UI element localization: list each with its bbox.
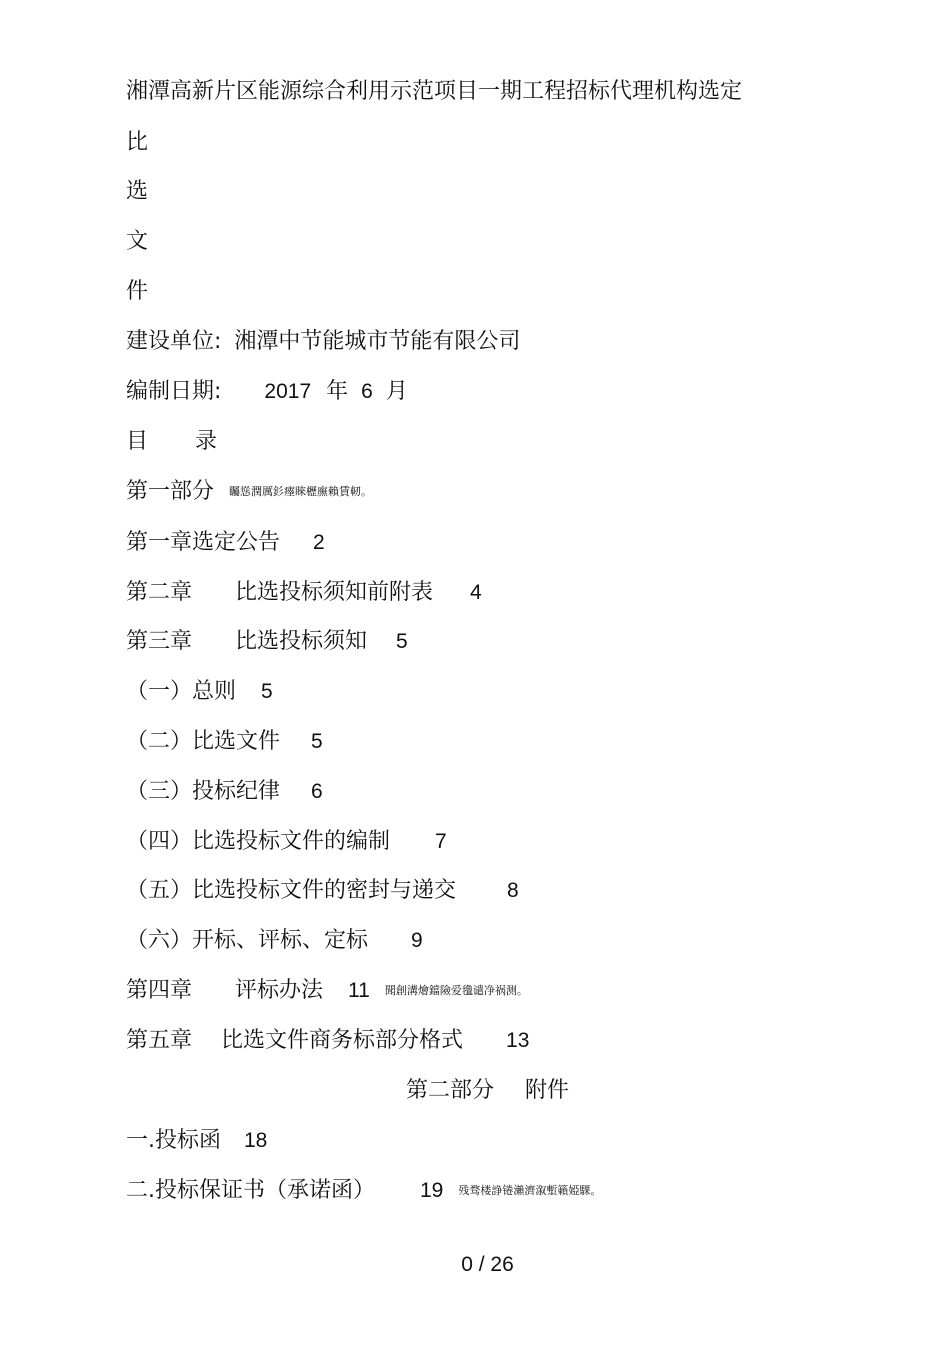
toc-item [126,777,323,807]
builder-line [126,327,520,357]
toc-item-title: 比选文件商务标部分格式 [221,1028,464,1053]
appendix-item-page: 18 [244,1129,268,1152]
part1-heading [126,477,372,507]
toc-item-label: （二）比选文件 [126,729,281,754]
builder-value: 湘潭中节能城市节能有限公司 [234,329,521,354]
toc-item [126,528,325,558]
part1-label: 第一部分 [126,479,215,504]
toc-item [126,578,482,608]
vertical-title-char-1: 比 [126,130,149,155]
toc-item-page: 5 [311,730,323,753]
appendix-item-label: 二.投标保证书（承诺函） [126,1178,375,1203]
vertical-title-char-3: 文 [126,229,149,254]
toc-item-page: 8 [507,879,519,902]
builder-label: 建设单位: [126,329,222,354]
appendix-item-page: 19 [420,1179,444,1202]
toc-item [126,627,408,657]
toc-item-title: 比选投标须知 [235,629,368,654]
toc-item-page: 11 [348,979,370,1002]
toc-item-page: 2 [313,531,325,554]
toc-item-label: （五）比选投标文件的密封与递交 [126,878,457,903]
toc-item-page: 9 [411,929,423,952]
toc-item-label: 第五章 [126,1028,193,1053]
toc-item-label: 第一章选定公告 [126,530,281,555]
toc-item-title: 评标办法 [235,978,324,1003]
toc-item [126,827,447,857]
toc-item-page: 6 [311,780,323,803]
toc-item-title: 比选投标须知前附表 [235,580,434,605]
toc-item-label: 第四章 [126,978,193,1003]
date-label: 编制日期: [126,379,222,404]
part2-label: 第二部分 [405,1078,494,1103]
appendix-item [126,1176,601,1206]
date-month-unit: 月 [385,379,408,404]
toc-item [126,727,323,757]
vertical-title-char-2: 选 [126,179,149,204]
document-title: 湘潭高新片区能源综合利用示范项目一期工程招标代理机构选定 [126,79,743,104]
date-year: 2017 [264,380,312,403]
toc-item [126,926,423,956]
toc-item-garbled-text: 聞創溝燴鐺險爱氇谴净祸测。 [384,984,528,997]
toc-item [126,1026,529,1056]
toc-item-label: （三）投标纪律 [126,779,281,804]
toc-item-label: （六）开标、评标、定标 [126,928,369,953]
toc-item-page: 13 [506,1029,530,1052]
appendix-item-label: 一.投标函 [126,1128,221,1153]
toc-item [126,677,273,707]
appendix-item [126,1126,267,1156]
toc-item-page: 5 [261,680,273,703]
date-line [126,377,408,407]
toc-heading [126,427,217,457]
toc-item-label: 第三章 [126,629,193,654]
toc-item [126,876,519,906]
toc-item-label: 第二章 [126,580,193,605]
date-month: 6 [361,380,373,403]
part2-title: 附件 [525,1078,570,1103]
part2-heading [0,1076,950,1106]
toc-item-page: 7 [435,830,447,853]
page-indicator: 0 / 26 [461,1253,514,1276]
date-year-unit: 年 [326,379,349,404]
toc-item [126,976,528,1006]
toc-item-page: 5 [396,630,408,653]
part1-garbled-text: 矚慫潤厲釤瘞睞櫪廡賴賃軔。 [229,485,373,498]
toc-heading-a: 目 [126,429,149,454]
vertical-title-char-4: 件 [126,279,149,304]
toc-heading-b: 录 [195,429,218,454]
toc-item-label: （四）比选投标文件的编制 [126,829,391,854]
appendix-item-garbled-text: 残骛楼諍锩瀨濟溆塹籟婭騍。 [458,1184,602,1197]
toc-item-label: （一）总则 [126,679,237,704]
toc-item-page: 4 [470,581,482,604]
